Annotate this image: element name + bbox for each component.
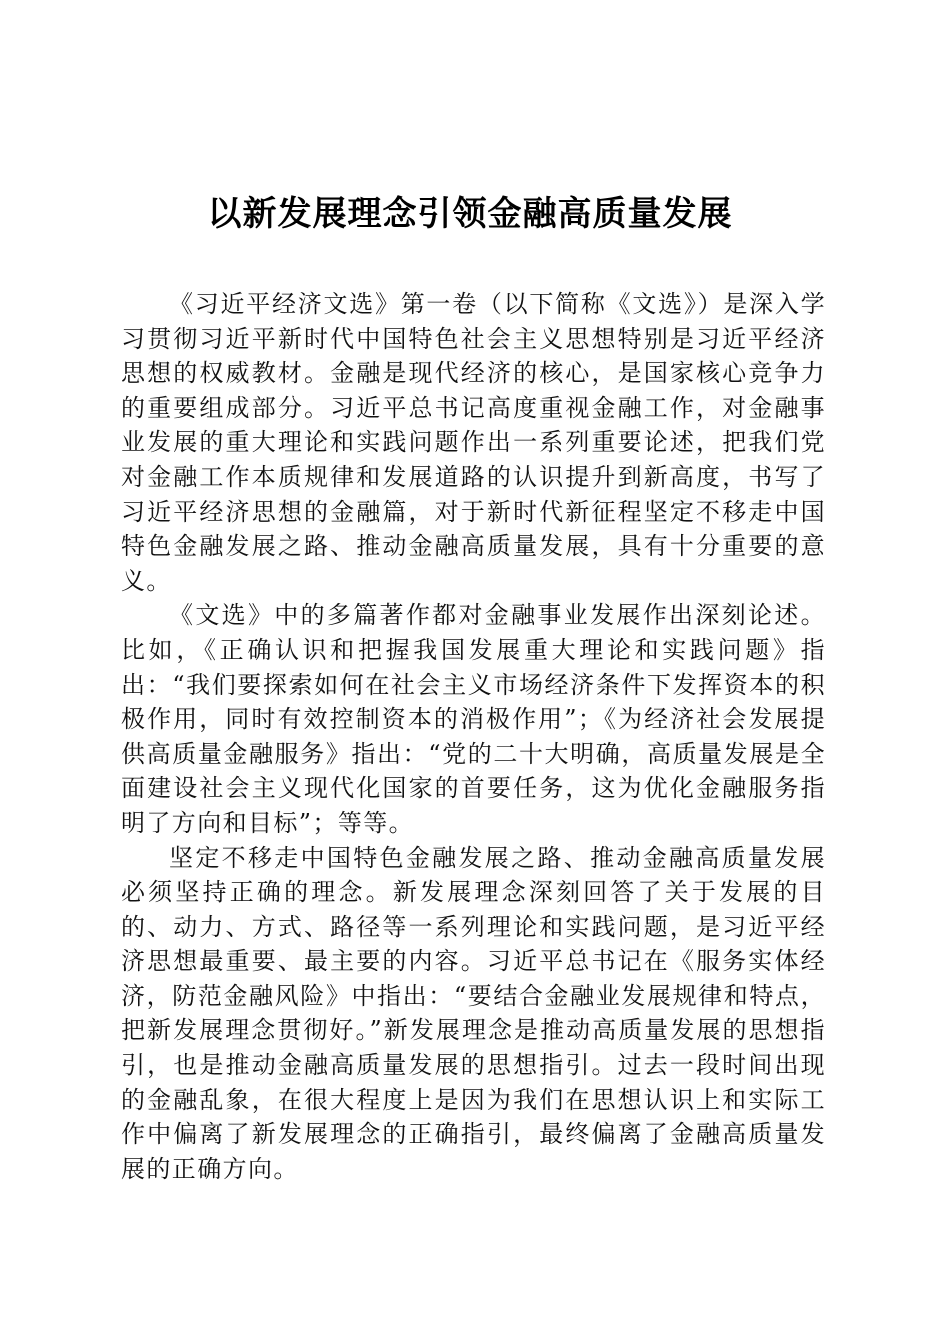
paragraph-3: 坚定不移走中国特色金融发展之路、推动金融高质量发展必须坚持正确的理念。新发展理念深刻回答了关于发展的目的、动力、方式、路径等一系列理论和实践问题，是习近平经济思想最重要、最主要的内容。习近平总书记在《服务实体经济，防范金融风险》中指出：“要结合金融业发展规律和特点，把新发展理念贯彻好。”新发展理念是推动高质量发展的思想指引，也是推动金融高质量发展的思想指引。过去一段时间出现的金融乱象，在很大程度上是因为我们在思想认识上和实际工作中偏离了新发展理念的正确指引，最终偏离了金融高质量发展的正确方向。 xyxy=(121,843,826,1183)
document-title: 以新发展理念引领金融高质量发展 xyxy=(207,194,733,234)
paragraph-1: 《习近平经济文选》第一卷（以下简称《文选》）是深入学习贯彻习近平新时代中国特色社会主义思想特别是习近平经济思想的权威教材。金融是现代经济的核心，是国家核心竞争力的重要组成部分。习近平总书记高度重视金融工作，对金融事业发展的重大理论和实践问题作出一系列重要论述，把我们党对金融工作本质规律和发展道路的认识提升到新高度，书写了习近平经济思想的金融篇，对于新时代新征程坚定不移走中国特色金融发展之路、推动金融高质量发展，具有十分重要的意义。 xyxy=(121,290,826,595)
paragraph-2: 《文选》中的多篇著作都对金融事业发展作出深刻论述。比如，《正确认识和把握我国发展重大理论和实践问题》指出：“我们要探索如何在社会主义市场经济条件下发挥资本的积极作用，同时有效控制资本的消极作用”；《为经济社会发展提供高质量金融服务》指出：“党的二十大明确，高质量发展是全面建设社会主义现代化国家的首要任务，这为优化金融服务指明了方向和目标”；等等。 xyxy=(121,601,826,837)
document-body xyxy=(121,287,826,1186)
